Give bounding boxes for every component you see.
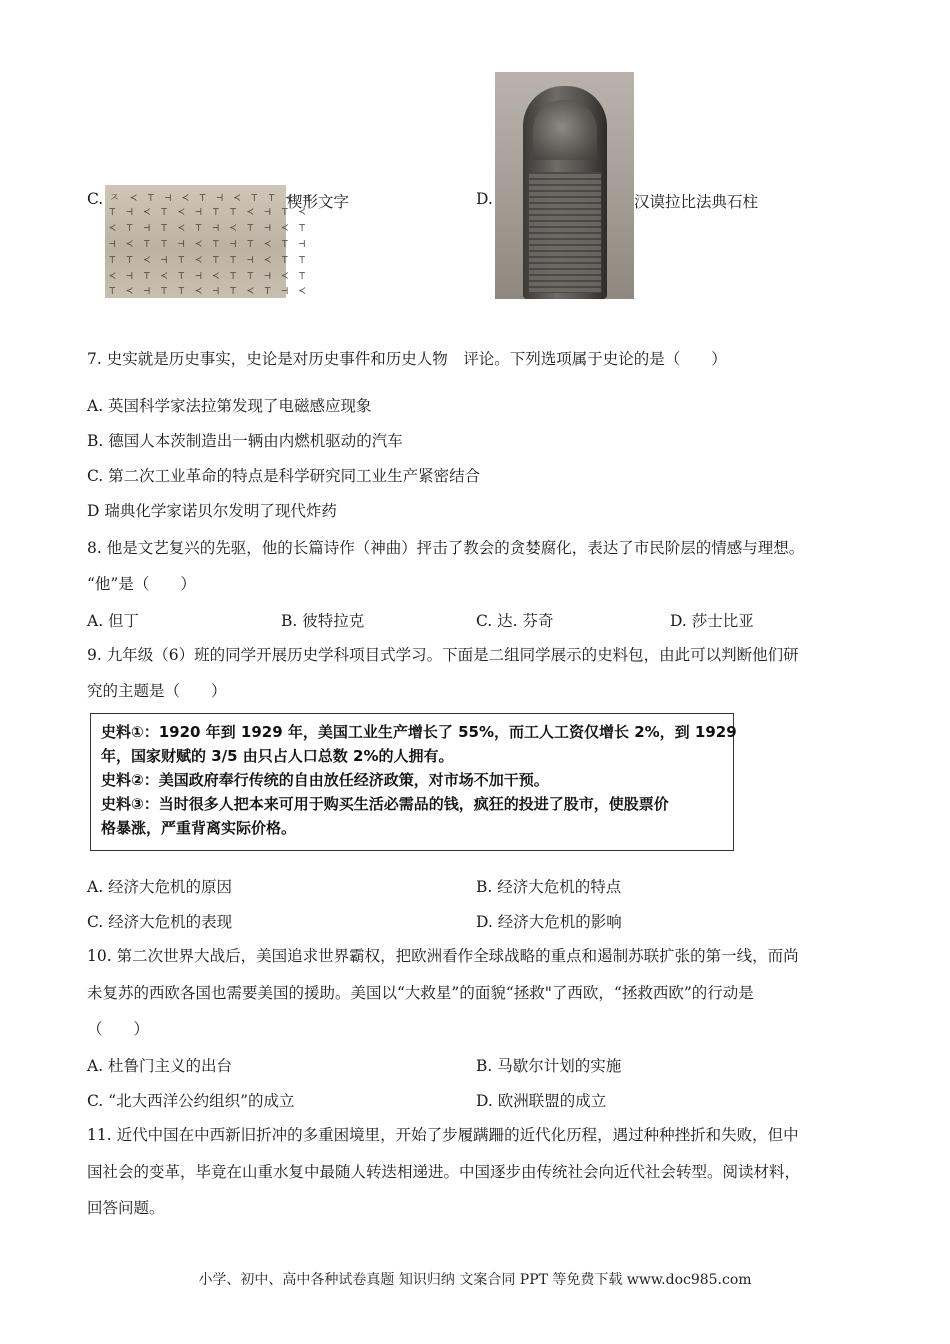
q10-option-c: C. “北大西洋公约组织”的成立 <box>87 1092 295 1110</box>
q9-option-b: B. 经济大危机的特点 <box>476 878 622 896</box>
hammurabi-stele-image <box>495 72 634 299</box>
q10-stem-line1: 10. 第二次世界大战后，美国追求世界霸权，把欧洲看作全球战略的重点和遏制苏联扩张的第一线，而尚 <box>87 947 799 965</box>
source-material-box <box>90 713 737 851</box>
option-c-label: C. <box>87 190 104 208</box>
option-d-caption: 汉谟拉比法典石柱 <box>634 193 759 211</box>
q10-stem-line3: （ ） <box>87 1020 150 1038</box>
q10-option-d: D. 欧洲联盟的成立 <box>476 1092 607 1110</box>
q7-option-d: D 瑞典化学家诺贝尔发明了现代炸药 <box>87 502 337 520</box>
q8-option-a: A. 但丁 <box>87 612 140 630</box>
q8-option-c: C. 达. 芬奇 <box>476 612 554 630</box>
q11-line2: 国社会的变革，毕竟在山重水复中最随人转迭相递进。中国逐步由传统社会向近代社会转型。阅读材料， <box>87 1163 801 1181</box>
option-d-label: D. <box>476 190 493 208</box>
q7-option-b: B. 德国人本茨制造出一辆由内燃机驱动的汽车 <box>87 432 403 450</box>
source-line: 格暴涨，严重背离实际价格。 <box>101 819 297 837</box>
q8-stem-line1: 8. 他是文艺复兴的先驱，他的长篇诗作（神曲）抨击了教会的贪婪腐化，表达了市民阶层的情感与理想。 <box>87 539 805 557</box>
page-footer: 小学、初中、高中各种试卷真题 知识归纳 文案合同 PPT 等免费下载 www.doc985.com <box>198 1272 752 1288</box>
q11-line1: 11. 近代中国在中西新旧折冲的多重困境里，开始了步履蹒跚的近代化历程，遇过种种挫折和失败，但中 <box>87 1126 799 1144</box>
q9-option-d: D. 经济大危机的影响 <box>476 913 622 931</box>
q7-stem: 7. 史实就是历史事实，史论是对历史事件和历史人物 评论。下列选项属于史论的是（ ） <box>87 350 727 368</box>
q8-option-b: B. 彼特拉克 <box>281 612 365 630</box>
q10-option-b: B. 马歇尔计划的实施 <box>476 1057 622 1075</box>
q10-stem-line2: 未复苏的西欧各国也需要美国的援助。美国以“大救星”的面貌“拯救"了西欧，“拯救西欧”的行动是 <box>87 984 754 1002</box>
source-line: 史料②：美国政府奉行传统的自由放任经济政策，对市场不加干预。 <box>101 771 549 789</box>
q11-line3: 回答问题。 <box>87 1199 165 1217</box>
q7-option-a: A. 英国科学家法拉第发现了电磁感应现象 <box>87 397 372 415</box>
option-c-caption: 楔形文字 <box>287 193 350 211</box>
q9-option-a: A. 经济大危机的原因 <box>87 878 233 896</box>
source-line: 年，国家财赋的 3/5 由只占人口总数 2%的人拥有。 <box>101 747 454 765</box>
q9-stem-line2: 究的主题是（ ） <box>87 682 227 700</box>
source-line: 史料①：1920 年到 1929 年，美国工业生产增长了 55%，而工人工资仅增长 2%，到 1929 <box>101 723 737 741</box>
q8-stem-line2: “他”是（ ） <box>87 575 196 593</box>
source-line: 史料③：当时很多人把本来可用于购买生活必需品的钱，疯狂的投进了股市，使股票价 <box>101 795 669 813</box>
q7-option-c: C. 第二次工业革命的特点是科学研究同工业生产紧密结合 <box>87 467 481 485</box>
q8-option-d: D. 莎士比亚 <box>670 612 754 630</box>
q9-option-c: C. 经济大危机的表现 <box>87 913 233 931</box>
cuneiform-image: ㅈ ≺ ⊤ ⊣ ≺ ⊤ ⊣ ≺ ⊤ ⊤ ≺ ⊣ ⊤ ⊣ ≺ ⊤ ≺ ⊣ ⊤ ⊤ ≺ ⊣ ⊤ ≺ ≺ ⊤ ⊣ ⊤ ≺ ⊤ ⊣ ≺ ⊤ ⊣ ≺ ⊤ ⊣ ≺ ⊤ ⊤ ⊣ ≺ ⊤ ⊣ ⊤ ≺ ⊤ ⊣ ⊤ ⊤ ≺ ⊣ ⊤ ≺ ⊤ ⊤ ⊣ ≺ ⊤ ⊤ ≺ ⊣ ⊤ ≺ ⊤ ⊣ ≺ ⊤ ⊤ ⊣ ≺ ⊤ ⊤ ≺ ⊣ ⊤ ⊤ ≺ ⊣ ⊤ ≺ ⊤ ⊣ ≺ <box>105 185 286 298</box>
q10-option-a: A. 杜鲁门主义的出台 <box>87 1057 233 1075</box>
q9-stem-line1: 9. 九年级（6）班的同学开展历史学科项目式学习。下面是二组同学展示的史料包，由此可以判断他们研 <box>87 646 799 664</box>
